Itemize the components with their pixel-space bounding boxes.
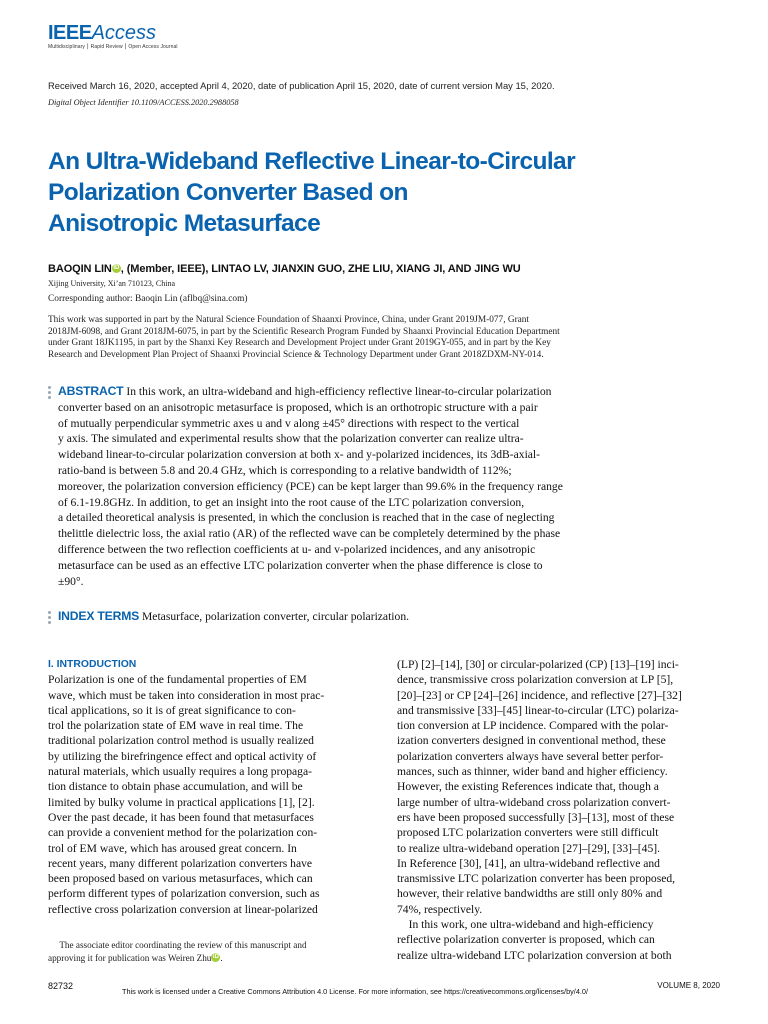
body-line: traditional polarization control method is usually realized — [48, 734, 314, 748]
body-line: by utilizing the birefringence effect and optical activity of — [48, 749, 317, 763]
body-line: realize ultra-wideband LTC polarization conversion at both — [397, 948, 672, 962]
body-line: Over the past decade, it has been found that metasurfaces — [48, 810, 314, 824]
body-line: However, the existing References indicate that, though a — [397, 780, 659, 794]
abstract-line: wideband linear-to-circular polarization conversion at both x- and y-polarized incidences, its 3dB-axial- — [58, 448, 541, 462]
body-line: natural materials, which usually requires a long propaga- — [48, 765, 312, 779]
body-line: dence, transmissive cross polarization conversion at LP [5], — [397, 673, 674, 687]
orcid-icon[interactable]: iD — [212, 954, 219, 960]
body-line: can provide a convenient method for the polarization con- — [48, 826, 318, 840]
title-line: Polarization Converter Based on — [48, 179, 408, 206]
received-dates: Received March 16, 2020, accepted April 4, 2020, date of publication April 15, 2020, date of current version May 15, 2020. — [48, 80, 555, 91]
body-line: ers have been proposed successfully [3]–[13], most of these — [397, 810, 675, 824]
abstract-dots-icon — [48, 386, 52, 401]
abstract-line: of 6.1-19.8GHz. In addition, to get an insight into the root cause of the LTC polarization conversion, — [58, 495, 525, 509]
volume-label: VOLUME 8, 2020 — [657, 981, 720, 990]
body-line: In Reference [30], [41], an ultra-wideband reflective and — [397, 856, 660, 870]
body-line: however, their relative bandwidths are still only 80% and — [397, 887, 663, 901]
footnote: The associate editor coordinating the review of this manuscript and approving it for publication was Weiren Zhu iD . — [48, 939, 378, 965]
index-terms-label: INDEX TERMS — [58, 609, 140, 623]
funding-line: Research and Development Plan Project of Shaanxi Provincial Science & Technology Department under Grant 2018ZDXM-NY-014. — [48, 350, 544, 361]
body-line: transmissive LTC polarization converter has been proposed, — [397, 872, 676, 886]
funding-statement — [48, 315, 720, 362]
title-line: Anisotropic Metasurface — [48, 210, 321, 237]
other-authors: , (Member, IEEE), LINTAO LV, JIANXIN GUO, ZHE LIU, XIANG JI, AND JING WU — [120, 263, 521, 275]
first-author: BAOQIN LIN — [48, 263, 112, 275]
body-line: trol the polarization state of EM wave in real time. The — [48, 719, 304, 733]
body-line: [20]–[23] or CP [24]–[26] incidence, and reflective [27]–[32] — [397, 688, 682, 702]
author-list — [48, 263, 521, 275]
abstract-line: In this work, an ultra-wideband and high-efficiency reflective linear-to-circular polarization — [123, 385, 552, 398]
index-terms-text: Metasurface, polarization converter, circular polarization. — [139, 610, 410, 623]
page-number: 82732 — [48, 981, 74, 991]
body-line: ization converters designed in conventional method, these — [397, 734, 666, 748]
body-line: reflective polarization converter is proposed, which can — [397, 933, 655, 947]
body-line: In this work, one ultra-wideband and high-efficiency — [397, 918, 654, 932]
abstract-line: thelittle dielectric loss, the axial ratio (AR) of the reflected wave can be completely determined by the phase — [58, 527, 561, 541]
logo-ieee: IEEE — [48, 22, 92, 44]
left-column — [48, 657, 370, 917]
abstract-line: converter based on an anisotropic metasurface is proposed, which is an orthotropic structure with a pair — [58, 400, 538, 414]
corresponding-author: Corresponding author: Baoqin Lin (aflbq@sina.com) — [48, 294, 248, 304]
body-line: Polarization is one of the fundamental properties of EM — [48, 673, 307, 687]
abstract-line: ratio-band is between 5.8 and 20.4 GHz, which is corresponding to a relative bandwidth of 112%; — [58, 463, 512, 477]
body-line: tical applications, so it is of great significance to con- — [48, 703, 296, 717]
license-notice: This work is licensed under a Creative Commons Attribution 4.0 License. For more information, see https://creativecommons.org/licenses/by/4.0/ — [122, 987, 588, 996]
abstract-line: a detailed theoretical analysis is presented, in which the conclusion is reached that in the case of neglecting — [58, 511, 555, 525]
orcid-icon[interactable]: iD — [113, 265, 120, 271]
abstract-label: ABSTRACT — [58, 384, 124, 398]
logo-access: Access — [91, 22, 157, 44]
funding-line: under Grant 18JK1195, in part by the Shanxi Key Research and Development Project under Grant 2019GY-055, and in part by the Key — [48, 338, 551, 349]
abstract-line: difference between the two reflection coefficients at u- and v-polarized incidences, and any anisotropic — [58, 542, 536, 556]
affiliation: Xijing University, Xi’an 710123, China — [48, 279, 176, 288]
body-line: large number of ultra-wideband cross polarization convert- — [397, 795, 671, 809]
body-line: polarization converters always have several better perfor- — [397, 749, 664, 763]
body-line: recent years, many different polarization converters have — [48, 856, 313, 870]
funding-line: 2018JM-6098, and Grant 2018JM-6075, in part by the Scientific Research Program Funded by Shaanxi Provincial Education Department — [48, 326, 560, 337]
body-line: to realize ultra-wideband operation [27]–[29], [33]–[45]. — [397, 841, 661, 855]
body-line: been proposed based on various metasurfaces, which can — [48, 872, 313, 886]
abstract-line: of mutually perpendicular symmetric axes u and v along ±45° directions with respect to the vertical — [58, 416, 520, 430]
paper-title — [48, 146, 708, 239]
abstract-line: metasurface can be used as an effective LTC polarization converter when the phase difference is close to — [58, 558, 543, 572]
body-line: wave, which must be taken into consideration in most prac- — [48, 688, 325, 702]
body-line: (LP) [2]–[14], [30] or circular-polarized (CP) [13]–[19] inci- — [397, 658, 679, 671]
body-line: 74%, respectively. — [397, 902, 483, 916]
journal-tagline: Multidisciplinary ⎮ Rapid Review ⎮ Open Access Journal — [48, 44, 178, 50]
title-line: An Ultra-Wideband Reflective Linear-to-Circular — [48, 148, 575, 175]
journal-logo — [48, 22, 178, 50]
footnote-line: approving it for publication was Weiren Zhu — [48, 953, 212, 963]
body-line: tion distance to obtain phase accumulation, and will be — [48, 780, 303, 794]
funding-line: This work was supported in part by the Natural Science Foundation of Shaanxi Province, China, under Grant 2019JM-077, Grant — [48, 315, 530, 325]
body-line: trol of EM wave, which has aroused great concern. In — [48, 841, 297, 855]
right-column — [397, 657, 719, 963]
index-terms — [58, 609, 409, 623]
body-line: proposed LTC polarization converters were still difficult — [397, 826, 659, 840]
body-line: limited by bulky volume in practical applications [1], [2]. — [48, 795, 315, 809]
body-line: mances, such as thinner, wider band and higher efficiency. — [397, 765, 668, 779]
index-terms-dots-icon — [48, 611, 52, 626]
body-line: perform different types of polarization conversion, such as — [48, 887, 320, 901]
body-line: reflective cross polarization conversion at linear-polarized — [48, 902, 318, 916]
body-line: and transmissive [33]–[45] linear-to-circular (LTC) polariza- — [397, 703, 679, 717]
doi-line: Digital Object Identifier 10.1109/ACCESS.2020.2988058 — [48, 98, 239, 107]
body-line: tion conversion at LP incidence. Compared with the polar- — [397, 719, 669, 733]
section-heading: I. INTRODUCTION — [48, 659, 137, 670]
abstract-line: ±90°. — [58, 574, 84, 588]
abstract — [58, 384, 728, 589]
abstract-line: moreover, the polarization conversion efficiency (PCE) can be kept larger than 99.6% in the frequency range — [58, 479, 563, 493]
footnote-line: The associate editor coordinating the review of this manuscript and — [48, 940, 307, 950]
abstract-line: y axis. The simulated and experimental results show that the polarization converter can realize ultra- — [58, 432, 524, 446]
